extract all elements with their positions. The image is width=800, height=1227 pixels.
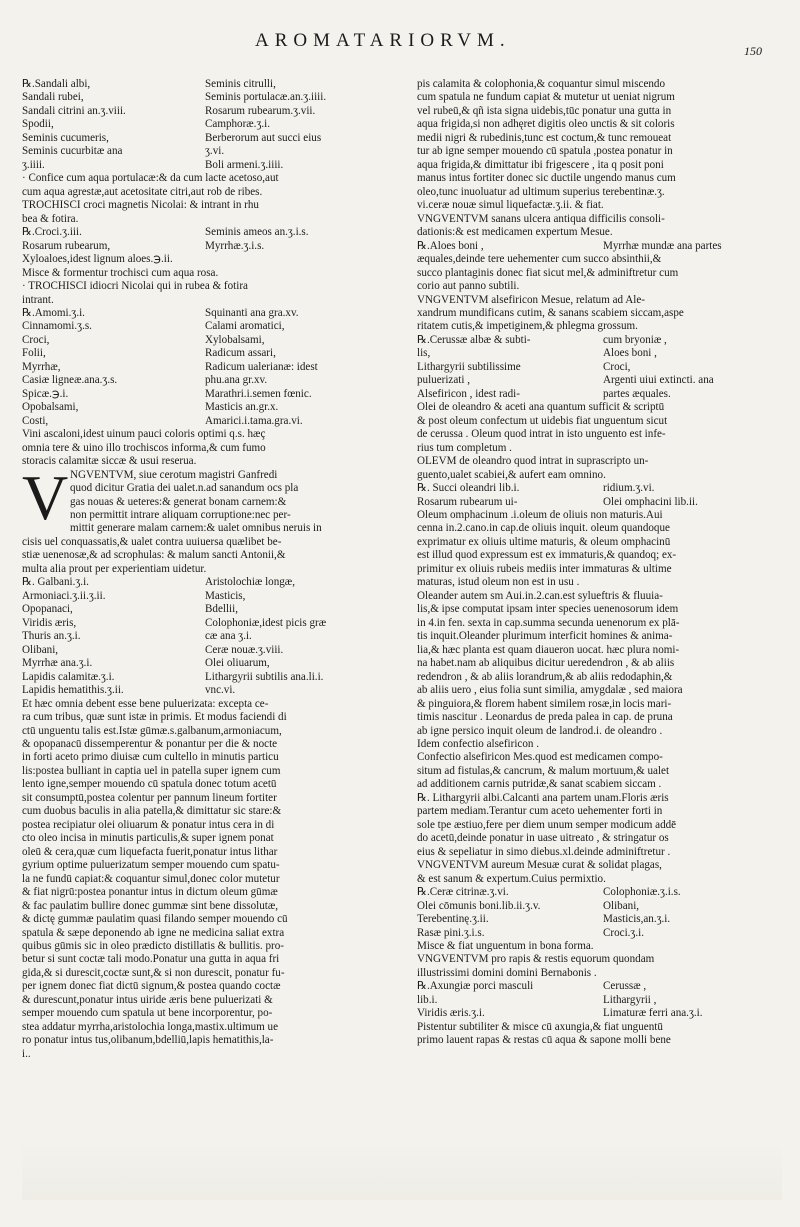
text-line: & pinguiora,& florem habent similem rosæ,in locis mari-: [417, 697, 672, 710]
recipe-ingredient-row: [417, 1007, 789, 1020]
ingredient-left: Lithargyrii subtilissime: [417, 360, 521, 373]
ingredient-right: Croci,: [603, 360, 631, 373]
ingredient-left: Lapidis hematithis.ʒ.ii.: [22, 684, 124, 697]
ingredient-right: partes æquales.: [603, 387, 671, 400]
ingredient-left: Seminis cucurbitæ ana: [22, 145, 123, 158]
ingredient-right: Radicum ualerianæ: idest: [205, 360, 318, 373]
ingredient-right: Seminis portulacæ.an.ʒ.iiii.: [205, 91, 327, 104]
text-line: stea addatur myrrha,aristolochia longa,mastix.ultimum ue: [22, 1020, 279, 1033]
ingredient-left: Myrrhæ ana.ʒ.i.: [22, 657, 93, 670]
text-line: & dictę gummæ paulatim quasi filando semper mouendo cū: [22, 913, 288, 926]
ingredient-left: Viridis æris,: [22, 616, 77, 629]
text-line: intrant.: [22, 293, 54, 306]
recipe-ingredient-row: [22, 132, 388, 145]
ingredient-left: ℞.Croci.ʒ.iii.: [22, 226, 82, 239]
text-line: VNGVENTVM sanans ulcera antiqua difficilis consoli-: [417, 212, 665, 225]
text-line: maturas, istud oleum non est in usu .: [417, 576, 580, 589]
ingredient-right: Colophoniæ.ʒ.i.s.: [603, 886, 681, 899]
text-line: ra cum tribus, quæ sunt istæ in primis. Et modus faciendi di: [22, 711, 287, 724]
text-line: ctū unguentu talis est.Istæ gūmæ.s.galbanum,armoniacum,: [22, 724, 282, 737]
recipe-ingredient-row: [417, 886, 789, 899]
text-line: betur si sunt coctæ tali modo.Ponatur una gutta in aqua fri: [22, 953, 280, 966]
ingredient-right: Olei oliuarum,: [205, 657, 270, 670]
ingredient-right: Argenti uiui extincti. ana: [603, 374, 714, 387]
text-line: storacis calamitæ siccæ & usui reserua.: [22, 455, 197, 468]
ingredient-right: Amarici.i.tama.gra.vi.: [205, 414, 303, 427]
text-line: Confectio alsefiricon Mes.quod est medicamen compo-: [417, 751, 663, 764]
ingredient-right: Olibani,: [603, 899, 640, 912]
text-line: Vini ascaloni,idest uinum pauci coloris optimi q.s. hæç: [22, 428, 266, 441]
text-line: in forti aceto primo diuisæ cum cultello in minutis particu: [22, 751, 279, 764]
text-line: Xyloaloes,idest lignum aloes.℈.ii.: [22, 253, 173, 266]
text-line: lis:postea bulliant in captia uel in patella super ignem cum: [22, 764, 281, 777]
text-line: Misce & formentur trochisci cum aqua rosa.: [22, 266, 219, 279]
ingredient-right: Seminis citrulli,: [205, 78, 276, 90]
text-line: Idem confectio alsefiricon .: [417, 737, 539, 750]
ingredient-right: Lithargyrii subtilis ana.li.i.: [205, 670, 324, 683]
ingredient-left: Casiæ ligneæ.ana.ʒ.s.: [22, 374, 118, 387]
ingredient-left: Rasæ pini.ʒ.i.s.: [417, 926, 485, 939]
text-line: tur ab igne semper mouendo cū spatula ,postea ponatur in: [417, 145, 673, 158]
text-line: timis nascitur . Leonardus de preda palea in cap. de pruna: [417, 711, 673, 724]
recipe-ingredient-row: [417, 240, 789, 253]
text-line: primo lauent rapas & restas cū aqua & sapone molli bene: [417, 1034, 671, 1047]
ingredient-right: Squinanti ana gra.xv.: [205, 306, 299, 319]
recipe-ingredient-row: [22, 307, 388, 320]
recipe-ingredient-row: [22, 91, 388, 104]
text-line: & post oleum confectum ut uidebis fiat unguentum sicut: [417, 414, 668, 427]
text-line: pis calamita & colophonia,& coquantur simul miscendo: [417, 78, 666, 90]
text-line: & opopanacū dissemperentur & ponantur per die & nocte: [22, 737, 278, 750]
ingredient-left: Spicæ.℈.i.: [22, 387, 69, 400]
page-edge-shading: [22, 1140, 782, 1200]
recipe-ingredient-row: [22, 105, 388, 118]
recipe-ingredient-row: [22, 657, 388, 670]
ingredient-right: Boli armeni.ʒ.iiii.: [205, 158, 284, 171]
ingredient-left: Rosarum rubearum,: [22, 239, 111, 252]
folio-number: 150: [744, 44, 762, 58]
ingredient-left: Costi,: [22, 414, 49, 427]
ingredient-left: Viridis æris.ʒ.i.: [417, 1007, 485, 1020]
running-title: AROMATARIORVM.: [255, 30, 511, 51]
text-line: gyrium optime puluerizatum semper mouendo cum spatu-: [22, 859, 280, 872]
text-line: vel rubeū,& qñ ista signa uidebis,tūc ponatur una gutta in: [417, 104, 672, 117]
text-line: Oleum omphacinum .i.oleum de oliuis non maturis.Aui: [417, 509, 663, 521]
text-line: tis inquit.Oleander plurimum interficit homines & anima-: [417, 630, 673, 643]
ingredient-left: ℞. Galbani.ʒ.i.: [22, 576, 89, 589]
ingredient-right: Croci.ʒ.i.: [603, 926, 644, 939]
ingredient-right: phu.ana gr.xv.: [205, 374, 268, 387]
text-line: exprimatur ex oliuis ultime maturis, & oleum omphacinū: [417, 535, 671, 548]
text-line: redendron , & ab aliis lorandrum,& ab aliis redodaphin,&: [417, 670, 673, 683]
text-line: manus intus fortiter donec sic ductile ungendo manus cum: [417, 172, 676, 185]
text-line: & durescunt,ponatur intus uiride æris bene puluerizati &: [22, 993, 273, 1006]
text-line: · Confice cum aqua portulacæ:& da cum lacte acetoso,aut: [22, 172, 279, 185]
ingredient-left: ℞.Axungiæ porci masculi: [417, 980, 534, 993]
recipe-ingredient-row: [22, 240, 388, 253]
recipe-ingredient-row: [22, 630, 388, 643]
recipe-ingredient-row: [22, 576, 388, 589]
text-line: illustrissimi domini domini Bernabonis .: [417, 966, 597, 979]
text-line: omnia tere & uino illo trochiscos informa,& cum fumo: [22, 441, 266, 454]
ingredient-left: Sandali citrini an.ʒ.viii.: [22, 104, 126, 117]
recipe-ingredient-row: [22, 603, 388, 616]
ingredient-right: Aloes boni ,: [603, 347, 657, 360]
text-line: Oleander autem sm Aui.in.2.can.est sylueftris & fluuia-: [417, 589, 663, 602]
ingredient-right: Berberorum aut succi eius: [205, 131, 322, 144]
recipe-ingredient-row: [22, 78, 388, 91]
recipe-ingredient-row: [22, 590, 388, 603]
text-line: stiæ uenenosæ,& ad scrophulas: & malum sancti Antonii,&: [22, 549, 286, 562]
text-line: sit consumptū,postea colentur per pannum lineum fortiter: [22, 791, 277, 804]
ingredient-right: Cerussæ ,: [603, 980, 647, 993]
ingredient-right: Limaturæ ferri ana.ʒ.i.: [603, 1007, 703, 1020]
page-header: [0, 30, 800, 60]
ingredient-left: lis,: [417, 347, 431, 360]
text-line: succo plantaginis donec fiat sicut mel,& adminiftretur cum: [417, 266, 679, 279]
ingredient-left: ℞.Aloes boni ,: [417, 239, 484, 252]
text-line: la ne fundū capiat:& coquantur simul,donec color mutetur: [22, 872, 280, 885]
ingredient-right: cum bryoniæ ,: [603, 333, 667, 346]
ingredient-right: Calami aromatici,: [205, 320, 285, 333]
recipe-ingredient-row: [22, 226, 388, 239]
text-line: Misce & fiat unguentum in bona forma.: [417, 940, 594, 952]
text-line: quod dicitur Gratia dei ualet.n.ad sanandum ocs pla: [70, 482, 299, 495]
text-line: semper mouendo cum spatula ut bene incorporentur, po-: [22, 1007, 273, 1020]
recipe-ingredient-row: [22, 334, 388, 347]
text-line: lia,& hæc planta est quam diaueron uocat. hæc plura nomi-: [417, 643, 680, 656]
text-line: TROCHISCI croci magnetis Nicolai: & intrant in rhu: [22, 199, 259, 212]
text-line: OLEVM de oleandro quod intrat in suprascripto un-: [417, 455, 649, 468]
text-line: primitur ex oliuis rubeis mediis inter immaturas & ultime: [417, 562, 672, 575]
recipe-ingredient-row: [22, 671, 388, 684]
text-line: aqua frigida,& dimittatur ibi frigescere , ita q posit poni: [417, 158, 664, 171]
recipe-ingredient-row: [417, 388, 789, 401]
ingredient-right: Masticis,: [205, 589, 246, 602]
ingredient-left: lib.i.: [417, 993, 438, 1006]
text-line: dationis:& est medicamen expertum Mesue.: [417, 226, 613, 239]
text-line: lento igne,semper mouendo cū spatula donec totum acetū: [22, 778, 277, 791]
text-line: oleo,tunc inuoluatur ad ultimum superius terebentinæ.ʒ.: [417, 185, 665, 198]
recipe-ingredient-row: [417, 482, 789, 495]
ingredient-right: Rosarum rubearum.ʒ.vii.: [205, 104, 316, 117]
ingredient-left: ℞.Cerussæ albæ & subti-: [417, 333, 531, 346]
text-line: do acetū,deinde ponatur in uase uitreato , & stringatur os: [417, 832, 669, 845]
text-line: Et hæc omnia debent esse bene puluerizata: excepta ce-: [22, 697, 269, 710]
recipe-ingredient-row: [22, 320, 388, 333]
ingredient-right: Myrrhæ.ʒ.i.s.: [205, 239, 265, 252]
text-line: & fac paulatim bullire donec gummæ sint bene dissolutæ,: [22, 899, 279, 912]
drop-cap: V: [22, 461, 69, 533]
text-line: lis,& ipse computat ipsam inter species uenenosorum idem: [417, 603, 679, 616]
recipe-ingredient-row: [22, 644, 388, 657]
recipe-ingredient-row: [417, 980, 789, 993]
text-line: cum duobus baculis in alia patella,& dimittatur sic stare:&: [22, 805, 282, 818]
text-line: corio aut panno subtili.: [417, 280, 520, 293]
recipe-ingredient-row: [22, 361, 388, 374]
ingredient-right: Myrrhæ mundæ ana partes: [603, 239, 722, 252]
text-line: i..: [22, 1047, 31, 1060]
recipe-ingredient-row: [417, 900, 789, 913]
ingredient-right: Xylobalsami,: [205, 333, 265, 346]
text-line: ab igne persico inquit oleum de landrod.i. de oleandro .: [417, 724, 663, 737]
text-line: cisis uel conquassatis,& ualet contra uuiuersa quælibet be-: [22, 535, 282, 548]
text-line: spatula & sæpe deponendo ab igne ne medicina saliat extra: [22, 926, 285, 939]
text-line: VNGVENTVM aureum Mesuæ curat & solidat plagas,: [417, 859, 662, 872]
ingredient-left: Opopanaci,: [22, 603, 73, 616]
text-line: gida,& si durescit,coctæ sunt,& si non durescit, ponatur fu-: [22, 966, 285, 979]
text-line: cenna in.2.cano.in cap.de oliuis inquit. oleum quandoque: [417, 522, 670, 535]
text-line: situm ad fistulas,& cancrum, & malum mortuum,& ualet: [417, 764, 670, 777]
recipe-ingredient-row: [22, 159, 388, 172]
text-line: na habet.nam ab aliquibus dicitur ueredendron , & ab aliis: [417, 657, 675, 670]
ingredient-right: Camphoræ.ʒ.i.: [205, 118, 271, 131]
text-line: est illud quod expressum est ex immaturis,& quandoq; ex-: [417, 549, 677, 562]
text-line: aqua frigida,si non adhęret digitis oleo unctis & sit coloris: [417, 118, 675, 131]
text-line: · TROCHISCI idiocri Nicolai qui in rubea & fotira: [22, 280, 248, 293]
recipe-ingredient-row: [417, 496, 789, 509]
ingredient-right: Bdellii,: [205, 603, 238, 616]
ingredient-right: Seminis ameos an.ʒ.i.s.: [205, 226, 309, 239]
text-line: VNGVENTVM pro rapis & restis equorum quondam: [417, 953, 655, 966]
recipe-ingredient-row: [22, 617, 388, 630]
text-line: guento,ualet scabiei,& aufert eam omnino.: [417, 468, 606, 481]
text-line: NGVENTVM, siue cerotum magistri Ganfredi: [70, 468, 278, 481]
recipe-ingredient-row: [417, 374, 789, 387]
text-line: sole tpe æstiuo,fere per diem unum semper modicum addē: [417, 818, 677, 831]
ingredient-left: ℞. Succi oleandri lib.i.: [417, 482, 520, 495]
text-line: non permittit intrare aliquam corruptione:nec per-: [70, 509, 291, 521]
ingredient-right: Olei omphacini lib.ii.: [603, 495, 698, 508]
ingredient-right: Masticis,an.ʒ.i.: [603, 913, 671, 926]
ingredient-right: Masticis an.gr.x.: [205, 401, 279, 414]
ingredient-left: Opobalsami,: [22, 401, 79, 414]
ingredient-left: Terebentinę.ʒ.ii.: [417, 913, 489, 926]
ingredient-right: Radicum assari,: [205, 347, 276, 360]
ingredient-left: Rosarum rubearum ui-: [417, 495, 518, 508]
ingredient-right: Marathri.i.semen fœnic.: [205, 387, 312, 400]
ingredient-left: Sandali rubei,: [22, 91, 84, 104]
text-line: per ignem donec fiat dictū signum,& postea quando coctæ: [22, 980, 281, 993]
recipe-ingredient-row: [22, 388, 388, 401]
text-line: postea recipiatur olei oliuarum & ponatur intus cera in di: [22, 818, 275, 831]
ingredient-right: ridium.ʒ.vi.: [603, 482, 655, 495]
text-line: ritatem cutis,& impetiginem,& phlegma grossum.: [417, 320, 638, 333]
recipe-ingredient-row: [22, 374, 388, 387]
recipe-ingredient-row: [22, 401, 388, 414]
text-line: cum aqua agrestæ,aut acetositate citri,aut rob de ribes.: [22, 185, 263, 198]
ingredient-left: Spodii,: [22, 118, 54, 131]
text-line: æquales,deinde tere uehementer cum succo absinthii,&: [417, 253, 662, 266]
ingredient-left: Olei cōmunis boni.lib.ii.ʒ.v.: [417, 899, 541, 912]
text-line: multa alia prout per experientiam uidetur.: [22, 562, 207, 575]
text-line: ℞. Lithargyrii albi.Calcanti ana partem unam.Floris æris: [417, 791, 669, 804]
recipe-ingredient-row: [417, 994, 789, 1007]
text-line: in 4.in fen. sexta in cap.summa secunda uenenorum ex plā-: [417, 616, 680, 629]
recipe-ingredient-row: [417, 334, 789, 347]
recipe-ingredient-row: [22, 347, 388, 360]
text-line: vi.ceræ nouæ simul liquefactæ.ʒ.ii. & fiat.: [417, 199, 604, 212]
recipe-ingredient-row: [22, 145, 388, 158]
text-line: cum spatula ne fundum capiat & mutetur ut ueniat nigrum: [417, 91, 675, 104]
ingredient-left: Olibani,: [22, 643, 59, 656]
ingredient-right: Colophoniæ,idest picis græ: [205, 616, 327, 629]
recipe-ingredient-row: [417, 913, 789, 926]
ingredient-left: ʒ.iiii.: [22, 158, 45, 171]
text-line: ro ponatur intus tus,olibanum,bdelliū,lapis hematithis,la-: [22, 1034, 274, 1047]
text-line: partem mediam.Terantur cum aceto uehementer forti in: [417, 805, 663, 818]
ingredient-left: Folii,: [22, 347, 46, 360]
ingredient-left: puluerizati ,: [417, 374, 470, 387]
text-line: cto oleo incisa in minutis particulis,& super ignem ponat: [22, 832, 274, 845]
ingredient-right: ʒ.vi.: [205, 145, 225, 158]
ingredient-left: Seminis cucumeris,: [22, 131, 109, 144]
text-line: ab aliis uero , eius folia sunt similia, amygdalæ , sed maiora: [417, 684, 683, 697]
text-line: mittit generare malam carnem:& ualet omnibus neruis in: [70, 522, 322, 535]
recipe-ingredient-row: [22, 415, 388, 428]
text-line: eius & sepeliatur in simo diebus.xl.deinde adminiftretur .: [417, 845, 671, 858]
ingredient-right: vnc.vi.: [205, 684, 236, 697]
text-line: rius tum completum .: [417, 441, 512, 454]
ingredient-left: ℞.Sandali albi,: [22, 78, 91, 90]
recipe-ingredient-row: [417, 347, 789, 360]
text-line: oleū & cera,quæ cum liquefacta fuerit,ponatur intus lithar: [22, 845, 278, 858]
text-line: VNGVENTVM alsefiricon Mesue, relatum ad Ale-: [417, 293, 645, 306]
ingredient-left: Alsefiricon , idest radi-: [417, 387, 520, 400]
text-line: medii nigri & rubedinis,tunc est coctum,& tunc remoueat: [417, 131, 672, 144]
text-line: xandrum mundificans cutim, & sanans scabiem siccam,aspe: [417, 306, 684, 319]
ingredient-left: Thuris an.ʒ.i.: [22, 630, 81, 643]
text-line: Olei de oleandro & aceti ana quantum sufficit & scriptū: [417, 401, 665, 414]
text-line: gas nouas & ueteres:& generat bonam carnem:&: [70, 495, 287, 508]
ingredient-right: Aristolochiæ longæ,: [205, 576, 295, 589]
ingredient-left: ℞.Amomi.ʒ.i.: [22, 306, 85, 319]
text-line: quibus gūmis sic in oleo prædicto distillatis & bullitis. pro-: [22, 940, 284, 952]
text-line: & fiat nigrū:postea ponantur intus in dictum oleum gūmæ: [22, 886, 278, 899]
recipe-ingredient-row: [417, 927, 789, 940]
recipe-ingredient-row: [22, 684, 388, 697]
ingredient-left: Armoniaci.ʒ.ii.ʒ.ii.: [22, 589, 106, 602]
ingredient-right: Ceræ nouæ.ʒ.viii.: [205, 643, 284, 656]
text-line: de cerussa . Oleum quod intrat in isto unguento est infe-: [417, 428, 666, 441]
left-column: [22, 78, 388, 1061]
ingredient-left: Lapidis calamitæ.ʒ.i.: [22, 670, 115, 683]
right-column: [417, 78, 789, 1048]
ingredient-left: Myrrhæ,: [22, 360, 61, 373]
text-line: ad additionem carnis putridæ,& sanat scabiem siccam .: [417, 778, 662, 791]
ingredient-left: Croci,: [22, 333, 50, 346]
text-line: bea & fotira.: [22, 212, 79, 225]
ingredient-right: cæ ana ʒ.i.: [205, 630, 252, 643]
ingredient-left: ℞.Ceræ citrinæ.ʒ.vi.: [417, 886, 509, 899]
recipe-ingredient-row: [22, 118, 388, 131]
recipe-ingredient-row: [417, 361, 789, 374]
ingredient-right: Lithargyrii ,: [603, 993, 657, 1006]
ingredient-left: Cinnamomi.ʒ.s.: [22, 320, 92, 333]
text-line: Pistentur subtiliter & misce cū axungia,& fiat unguentū: [417, 1020, 663, 1033]
text-line: & est sanum & expertum.Cuius permixtio.: [417, 872, 606, 885]
